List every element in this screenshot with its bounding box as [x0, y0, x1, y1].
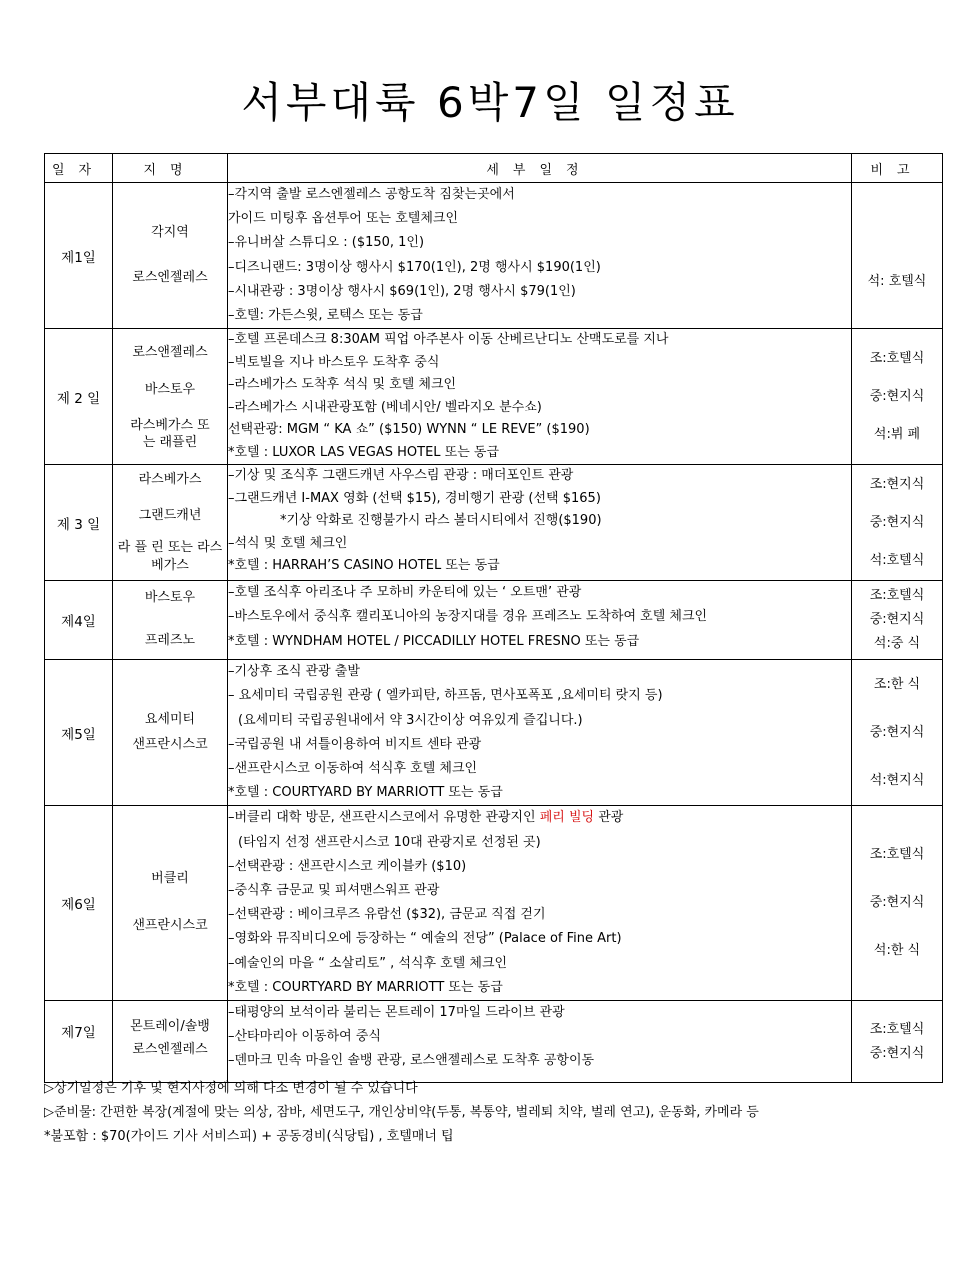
detail-line: *호텔 : LUXOR LAS VEGAS HOTEL 또는 동급	[228, 444, 500, 460]
place-name: 라스베가스 또는 래플린	[130, 417, 210, 450]
detail-line: –태평양의 보석이라 불리는 몬트레이 17마일 드라이브 관광	[228, 1005, 565, 1021]
detail-line: –덴마크 민속 마을인 솔뱅 관광, 로스앤젤레스로 도착후 공항이동	[228, 1053, 595, 1069]
detail-line	[228, 806, 851, 830]
note-item: 중:현지식	[869, 895, 925, 911]
note-item: 중:현지식	[869, 612, 925, 628]
detail-line: *호텔 : COURTYARD BY MARRIOTT 또는 동급	[228, 979, 503, 995]
day-label: 제4일	[45, 581, 113, 660]
place-name: 각지역	[151, 224, 189, 240]
note-item: 중:현지식	[869, 388, 925, 404]
header-day: 일자	[45, 154, 113, 183]
place-name: 라 플 린 또는 라스베가스	[117, 540, 223, 574]
note-cell	[852, 806, 943, 1001]
note-item: 조:호텔식	[869, 847, 925, 863]
detail-line: –각지역 출발 로스엔젤레스 공항도착 짐찾는곳에서	[228, 187, 515, 202]
place-cell	[113, 465, 228, 581]
note-item: 중:현지식	[869, 514, 925, 530]
place-name: 샌프란시스코	[132, 736, 208, 752]
place-name: 바스토우	[144, 590, 196, 606]
place-name: 버클리	[151, 871, 189, 887]
table-row	[45, 1001, 943, 1083]
detail-line: *기상 악화로 진행불가시 라스 볼더시티에서 진행($190)	[280, 513, 602, 529]
note-item: 중:현지식	[869, 724, 925, 740]
detail-line: *호텔 : COURTYARD BY MARRIOTT 또는 동급	[228, 785, 503, 801]
place-name: 프레즈노	[144, 633, 196, 649]
note-item: 석:호텔식	[869, 552, 925, 568]
place-cell	[113, 329, 228, 465]
detail-cell	[228, 660, 852, 806]
place-name: 바스토우	[144, 381, 196, 397]
detail-line: –기상후 조식 관광 출발	[228, 664, 360, 680]
note-cell	[852, 660, 943, 806]
note-item: 석: 호텔식	[867, 274, 927, 290]
detail-line: 선택관광: MGM “ KA 쇼” ($150) WYNN “ LE REVE” ($190)	[228, 422, 590, 438]
detail-cell	[228, 1001, 852, 1083]
detail-line: –바스토우에서 중식후 캘리포니아의 농장지대를 경유 프레즈노 도착하여 호텔 체크인	[228, 609, 708, 625]
detail-line: –샌프란시스코 이동하여 석식후 호텔 체크인	[228, 761, 478, 777]
detail-line: –석식 및 호텔 체크인	[228, 535, 348, 551]
place-cell	[113, 1001, 228, 1083]
table-row	[45, 806, 943, 1001]
detail-line: –라스베가스 시내관광포함 (베네시안/ 벨라지오 분수쇼)	[228, 399, 542, 415]
detail-line: –선택관광 : 샌프란시스코 케이블카 ($10)	[228, 858, 467, 874]
note-cell	[852, 1001, 943, 1083]
table-row	[45, 581, 943, 660]
day-label: 제6일	[45, 806, 113, 1001]
place-name: 로스엔젤레스	[132, 269, 208, 285]
detail-line: –선택관광 : 베이크루즈 유람선 ($32), 금문교 직접 걷기	[228, 907, 546, 923]
footer-notes	[44, 1077, 944, 1149]
note-item: 석:중 식	[873, 636, 921, 652]
detail-line: –디즈니랜드: 3명이상 행사시 $170(1인), 2명 행사시 $190(1인)	[228, 259, 601, 275]
place-name: 그랜드캐년	[138, 508, 202, 524]
detail-line: –기상 및 조식후 그랜드캐년 사우스림 관광 : 매더포인트 관광	[228, 468, 574, 484]
place-name: 라스베가스	[138, 472, 202, 488]
note-cell	[852, 581, 943, 660]
place-cell	[113, 806, 228, 1001]
highlight-text: 페리 빌딩	[539, 810, 595, 826]
note-item: 석:현지식	[869, 772, 925, 788]
schedule-table	[44, 153, 943, 1083]
detail-line: 가이드 미팅후 옵션투어 또는 호텔체크인	[228, 211, 459, 227]
detail-line: –국립공원 내 셔틀이용하여 비지트 센타 관광	[228, 736, 482, 752]
note-item: 조:호텔식	[869, 588, 925, 604]
table-row	[45, 329, 943, 465]
footer-line: ▷상기일정은 기후 및 현지사정에 의해 다소 변경이 될 수 있습니다	[44, 1081, 418, 1096]
detail-line: –호텔 프론데스크 8:30AM 픽업 아주본사 이동 산베르난디노 산맥도로를 지나	[228, 332, 669, 348]
place-name: 로스엔젤레스	[132, 1042, 208, 1058]
header-detail: 세부일정	[228, 154, 852, 183]
note-item: 석:뷔 페	[873, 426, 921, 442]
note-item: 중:현지식	[869, 1045, 925, 1061]
note-item: 조:현지식	[869, 476, 925, 492]
note-cell	[852, 465, 943, 581]
day-label: 제5일	[45, 660, 113, 806]
detail-line: *호텔 : WYNDHAM HOTEL / PICCADILLY HOTEL FRESNO 또는 동급	[228, 633, 640, 649]
place-name: 로스앤젤레스	[132, 344, 208, 360]
detail-cell	[228, 465, 852, 581]
day-label: 제1일	[45, 183, 113, 329]
detail-cell	[228, 183, 852, 329]
place-cell	[113, 183, 228, 329]
detail-line: –그랜드캐년 I-MAX 영화 (선택 $15), 경비행기 관광 (선택 $165)	[228, 490, 601, 506]
detail-line: –호텔 조식후 아리조나 주 모하비 카운티에 있는 ‘ 오트맨’ 관광	[228, 585, 582, 601]
detail-line: –빅토빌을 지나 바스토우 도착후 중식	[228, 354, 440, 370]
note-item: 조:한 식	[873, 676, 921, 692]
place-name: 샌프란시스코	[132, 918, 208, 934]
detail-cell	[228, 581, 852, 660]
detail-line: –산타마리아 이동하여 중식	[228, 1029, 381, 1045]
detail-line: –유니버살 스튜디오 : ($150, 1인)	[228, 235, 425, 251]
detail-line: – 요세미티 국립공원 관광 ( 엘카피탄, 하프돔, 면사포폭포 ,요세미티 랏지 등)	[228, 688, 663, 704]
detail-line: –라스베가스 도착후 석식 및 호텔 체크인	[228, 377, 457, 393]
detail-line: –영화와 뮤직비디오에 등장하는 “ 예술의 전당” (Palace of Fine Art)	[228, 931, 622, 947]
place-name: 요세미티	[144, 711, 196, 727]
table-row	[45, 465, 943, 581]
place-cell	[113, 660, 228, 806]
header-place: 지명	[113, 154, 228, 183]
place-name: 몬트레이/솔뱅	[130, 1019, 210, 1035]
table-header-row	[45, 154, 943, 183]
page-title: 서부대륙 6박7일 일정표	[241, 78, 739, 127]
footer-line: *불포함 : $70(가이드 기사 서비스피) + 공동경비(식당팁) , 호텔매너 팁	[44, 1129, 454, 1144]
detail-text: –버클리 대학 방문, 샌프란시스코에서 유명한 관광지인	[228, 810, 540, 826]
detail-line: *호텔 : HARRAH’S CASINO HOTEL 또는 동급	[228, 558, 500, 574]
day-label: 제 2 일	[45, 329, 113, 465]
footer-line: ▷준비물: 간편한 복장(계절에 맞는 의상, 잠바, 세면도구, 개인상비약(두통, 복통약, 벌레퇴 치약, 벌레 연고), 운동화, 카메라 등	[44, 1105, 759, 1120]
detail-line: –시내관광 : 3명이상 행사시 $69(1인), 2명 행사시 $79(1인)	[228, 283, 576, 299]
note-cell	[852, 329, 943, 465]
table-row	[45, 660, 943, 806]
detail-line: –중식후 금문교 및 피셔맨스워프 관광	[228, 883, 440, 899]
detail-line: (요세미티 국립공원내에서 약 3시간이상 여유있게 즐깁니다.)	[238, 712, 583, 728]
day-label: 제7일	[45, 1001, 113, 1083]
day-label: 제 3 일	[45, 465, 113, 581]
note-item: 조:호텔식	[869, 350, 925, 366]
detail-text: 관광	[594, 810, 624, 826]
detail-line: (타임지 선정 샌프란시스코 10대 관광지로 선정된 곳)	[238, 834, 541, 850]
header-note: 비고	[852, 154, 943, 183]
detail-line: –호텔: 가든스윗, 로텍스 또는 동급	[228, 308, 423, 324]
detail-cell	[228, 329, 852, 465]
note-item: 조:호텔식	[869, 1021, 925, 1037]
detail-cell	[228, 806, 852, 1001]
note-item: 석:한 식	[873, 943, 921, 959]
note-cell	[852, 183, 943, 329]
table-row	[45, 183, 943, 329]
place-cell	[113, 581, 228, 660]
detail-line: –예술인의 마을 “ 소살리토” , 석식후 호텔 체크인	[228, 955, 508, 971]
